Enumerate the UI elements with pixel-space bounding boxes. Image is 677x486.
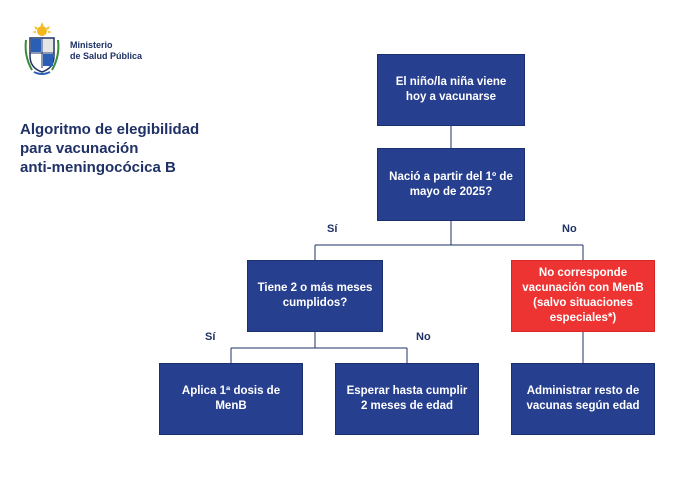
node-birth-question: Nació a partir del 1º de mayo de 2025? <box>377 148 525 221</box>
label-birth-yes: Sí <box>327 223 338 235</box>
label-age-yes: Sí <box>205 331 216 343</box>
ministry-line-2: de Salud Pública <box>70 51 143 61</box>
title-line-2: para vacunación <box>20 140 139 157</box>
node-not-eligible: No corresponde vacunación con MenB (salvo situaciones especiales*) <box>511 260 655 332</box>
title-line-3: anti-meningocócica B <box>20 159 176 176</box>
title-line-1: Algoritmo de elegibilidad <box>20 121 200 138</box>
label-age-no: No <box>416 331 431 343</box>
label-birth-no: No <box>562 223 577 235</box>
ministry-line-1: Ministerio <box>70 40 113 50</box>
node-age-question: Tiene 2 o más meses cumplidos? <box>247 260 383 332</box>
node-wait: Esperar hasta cumplir 2 meses de edad <box>335 363 479 435</box>
node-other-vaccines: Administrar resto de vacunas según edad <box>511 363 655 435</box>
node-start: El niño/la niña viene hoy a vacunarse <box>377 54 525 126</box>
node-give-dose: Aplica 1ª dosis de MenB <box>159 363 303 435</box>
